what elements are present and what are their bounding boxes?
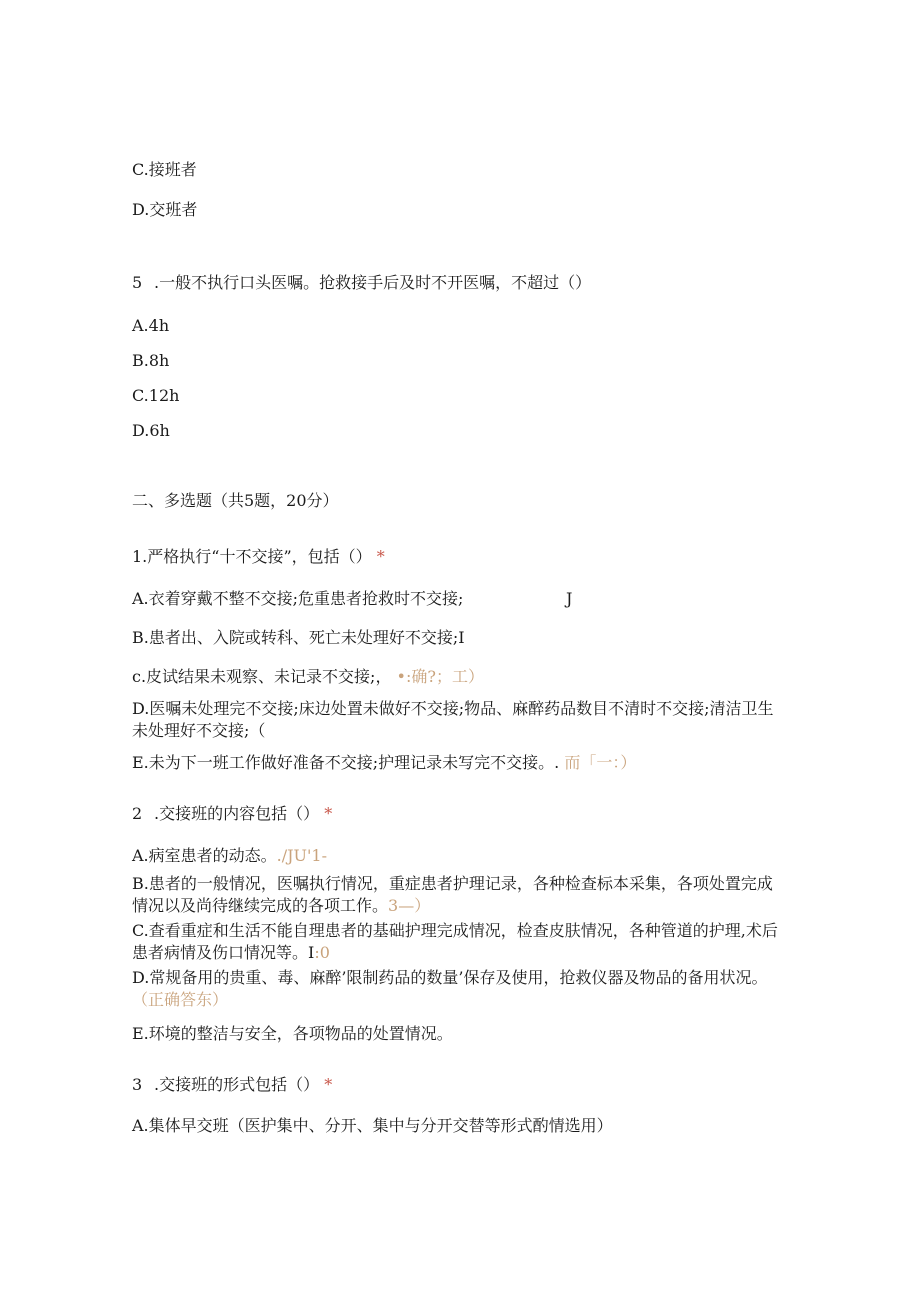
option-e xyxy=(132,752,636,774)
option-text: B.患者的一般情况，医嘱执行情况，重症患者护理记录，各种检查标本采集，各项处置完成情况以及尚待继续完成的各项工作。 xyxy=(132,874,773,915)
option-c: C.12h xyxy=(132,386,180,405)
option-b xyxy=(132,873,782,917)
faint-annotation: 而「一：） xyxy=(564,753,637,772)
option-c: C.接班者 xyxy=(132,160,197,179)
required-star: * xyxy=(324,804,333,823)
option-c xyxy=(132,666,484,688)
question-text: 1.严格执行“十不交接”，包括（） xyxy=(132,547,372,566)
option-text: A.病室患者的动态。 xyxy=(132,846,277,865)
option-a: A.衣着穿戴不整不交接;危重患者抢救时不交接; xyxy=(132,589,464,608)
option-d: D.交班者 xyxy=(132,200,198,219)
option-b: B.患者出、入院或转科、死亡未处理好不交接;I xyxy=(132,628,465,647)
question-text: .交接班的内容包括（） xyxy=(154,804,320,823)
question-number: 2 xyxy=(132,804,143,823)
option-a xyxy=(132,845,327,867)
scan-mark: J xyxy=(566,589,573,608)
option-b: B.8h xyxy=(132,351,170,370)
option-text: D.常规备用的贵重、毒、麻醉’限制药品的数量’保存及使用，抢救仪器及物品的备用状况。 xyxy=(132,968,768,987)
option-a: A.集体早交班（医护集中、分开、集中与分开交替等形式酌情选用） xyxy=(132,1116,613,1135)
option-d: D.医嘱未处理完不交接;床边处置未做好不交接;物品、麻醉药品数目不清时不交接;清洁卫生未处理好不交接;（ xyxy=(132,699,774,740)
multi-question-3 xyxy=(132,1074,332,1096)
option-text: c.皮试结果未观察、未记录不交接;， xyxy=(132,667,392,686)
faint-annotation: •:确?；工） xyxy=(396,667,484,686)
faint-annotation: 3—） xyxy=(388,896,431,915)
question-number: 3 xyxy=(132,1075,143,1094)
option-d xyxy=(132,967,782,1011)
option-text: C.查看重症和生活不能自理患者的基础护理完成情况，检查皮肤情况，各种管道的护理,术后患者病情及伤口情况等。I xyxy=(132,921,778,962)
question-text: .一般不执行口头医嘱。抢救接手后及时不开医嘱，不超过（） xyxy=(154,273,592,292)
option-d: D.6h xyxy=(132,421,170,440)
option-a: A.4h xyxy=(132,316,170,335)
section-title: 二、多选题（共5题，20分） xyxy=(132,491,339,510)
required-star: * xyxy=(376,547,385,566)
multi-question-2 xyxy=(132,803,332,825)
question-text: .交接班的形式包括（） xyxy=(154,1075,320,1094)
required-star: * xyxy=(324,1075,333,1094)
faint-annotation: （正确答东） xyxy=(132,990,229,1009)
option-c xyxy=(132,920,782,964)
question-5 xyxy=(132,272,591,294)
multi-question-1 xyxy=(132,546,385,568)
option-e: E.环境的整洁与安全，各项物品的处置情况。 xyxy=(132,1024,453,1043)
faint-annotation: ./JU'1- xyxy=(276,846,328,865)
option-text: E.未为下一班工作做好准备不交接;护理记录未写完不交接。. xyxy=(132,753,560,772)
faint-annotation: :0 xyxy=(314,943,330,962)
question-number: 5 xyxy=(132,273,143,292)
